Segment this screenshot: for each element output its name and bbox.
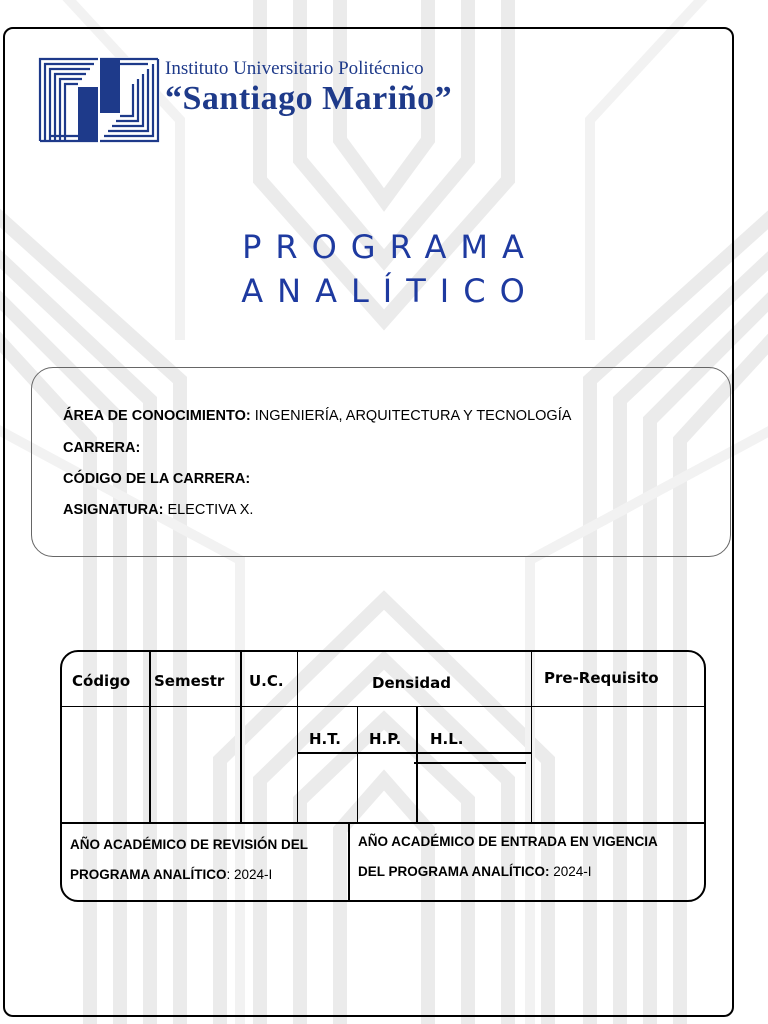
header-codigo: Código [72,672,131,690]
revision-year [70,830,308,890]
divider [414,762,526,764]
divider [348,824,350,902]
header-densidad: Densidad [372,674,451,692]
area-value: INGENIERÍA, ARQUITECTURA Y TECNOLOGÍA [250,408,572,424]
area-row [63,408,571,424]
header-ht: H.T. [309,730,341,748]
subject-table [60,650,706,902]
divider [297,752,531,754]
revision-label-2: PROGRAMA ANALÍTICO [70,867,227,882]
codigo-carrera-row [63,471,250,487]
title-line1: PROGRAMA [242,228,538,266]
vigencia-value: 2024-I [549,864,592,879]
asignatura-label: ASIGNATURA: [63,502,164,518]
vigencia-label-2: DEL PROGRAMA ANALÍTICO: [358,864,550,879]
codigo-carrera-label: CÓDIGO DE LA CARRERA: [63,471,251,487]
institution-name-line1: Instituto Universitario Politécnico [165,58,424,79]
divider [62,706,706,707]
vigencia-year [358,827,658,887]
revision-label-1: AÑO ACADÉMICO DE REVISIÓN DEL [70,837,309,852]
title-line2: ANALÍTICO [241,272,539,310]
document-title [150,225,630,313]
asignatura-value: ELECTIVA X. [163,502,254,518]
info-box [31,367,731,557]
vigencia-label-1: AÑO ACADÉMICO DE ENTRADA EN VIGENCIA [358,834,658,849]
header-uc: U.C. [249,672,284,690]
area-label: ÁREA DE CONOCIMIENTO: [63,408,251,424]
header-hl: H.L. [430,730,464,748]
header-hp: H.P. [369,730,402,748]
divider [240,652,242,822]
divider [531,652,532,822]
divider [416,706,418,822]
carrera-label: CARRERA: [63,440,141,456]
institution-name-line2: “Santiago Mariño” [165,80,453,117]
revision-value: : 2024-I [226,867,273,882]
divider [297,652,298,822]
asignatura-row [63,502,253,518]
divider [62,822,706,824]
divider [357,706,358,822]
carrera-row [63,440,140,456]
divider [149,652,151,822]
header-semestre: Semestr [154,672,225,690]
header-prerequisito: Pre-Requisito [544,669,659,687]
institution-logo [38,57,160,143]
